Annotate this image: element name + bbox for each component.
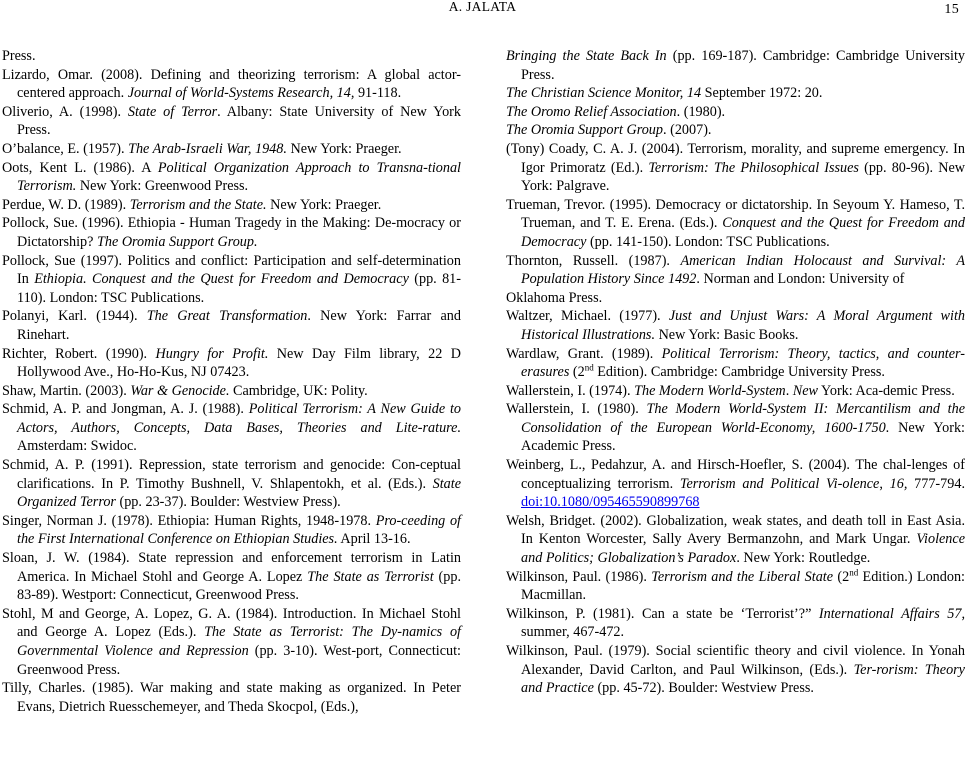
- reference-text: (2: [569, 364, 585, 381]
- reference-entry: [506, 605, 965, 642]
- reference-italic-text: The Oromo Relief Association: [506, 103, 677, 120]
- reference-text: Wallerstein, I. (1980).: [506, 401, 647, 418]
- reference-entry: [506, 456, 965, 512]
- reference-entry: [2, 382, 461, 401]
- reference-text: . Norman and London: University of: [696, 271, 905, 288]
- reference-text: Oklahoma Press.: [506, 289, 603, 306]
- reference-entry: [506, 289, 965, 308]
- reference-text: Waltzer, Michael. (1977).: [506, 308, 669, 325]
- reference-italic-text: The Great Transformation: [146, 308, 308, 325]
- reference-entry: [2, 456, 461, 512]
- reference-text: Pollock, Sue (1997). Politics and conflict: Participation and self-determination In: [2, 252, 461, 288]
- reference-italic-text: Hungry for Profit.: [155, 345, 269, 362]
- reference-entry: [506, 140, 965, 196]
- reference-text: New York: Praeger.: [266, 196, 382, 213]
- reference-text: Sloan, J. W. (1984). State repression and enforcement terrorism in Latin America. In Michael Stohl and George A. Lopez: [2, 550, 461, 585]
- reference-entry: [506, 400, 965, 456]
- reference-text: Stohl, M and George, A. Lopez, G. A. (1984). Introduction. In Michael Stohl and George A. Lopez (Eds.).: [2, 605, 461, 641]
- reference-text: Tilly, Charles. (1985). War making and state making as organized. In Peter Evans, Dietrich Ruesschemeyer, and Theda Skocpol, (Eds.),: [2, 680, 461, 715]
- reference-italic-text: The Christian Science Monitor, 14: [506, 85, 702, 102]
- reference-italic-text: War & Genocide.: [130, 382, 230, 399]
- reference-text: 91-118.: [354, 85, 402, 102]
- doi-link[interactable]: doi:10.1080/095465590899768: [521, 494, 700, 511]
- reference-text: Wilkinson, Paul. (1979). Social scientific theory and civil violence. In Yonah Alexander, David Carlton, and Paul Wilkinson, (Eds.).: [506, 643, 965, 678]
- reference-italic-text: The Modern World-System II: Mercantilism and the Consolidation of the European World-Economy, 1600-1750: [521, 401, 965, 436]
- reference-text: nd: [849, 566, 859, 577]
- reference-entry: [2, 400, 461, 456]
- reference-text: Press.: [2, 48, 36, 64]
- reference-text: Wardlaw, Grant. (1989).: [506, 345, 662, 362]
- reference-text: . New York: Academic Press.: [521, 419, 965, 455]
- reference-text: Pollock, Sue. (1996). Ethiopia - Human Tragedy in the Making: De-mocracy or Dictatorship?: [2, 215, 461, 250]
- reference-text: Singer, Norman J. (1978). Ethiopia: Human Rights, 1948-1978.: [2, 512, 376, 529]
- reference-entry: [506, 307, 965, 344]
- reference-entry: [506, 47, 965, 84]
- reference-text: (pp. 23-37). Boulder: Westview Press).: [115, 494, 341, 511]
- references-right-column: [506, 47, 965, 698]
- reference-text: . (1980).: [676, 103, 726, 120]
- reference-italic-text: Ethiopia. Conquest and the Quest for Freedom and Democracy: [34, 271, 409, 288]
- reference-italic-text: The State as Terrorist: The Dy-namics of Governmental Violence and Repression: [17, 624, 462, 659]
- reference-text: (pp. 81-110). London: TSC Publications.: [17, 271, 462, 306]
- reference-italic-text: Terrorism: The Philosophical Issues: [648, 159, 859, 176]
- running-head: [0, 0, 965, 20]
- reference-entry: [2, 140, 461, 159]
- reference-text: Amsterdam: Swidoc.: [17, 438, 137, 455]
- reference-text: Schmid, A. P. (1991). Repression, state terrorism and genocide: Con-ceptual clarifications. In P. Timothy Bushnell, V. Shlapentokh, et al. (Eds.).: [2, 457, 461, 492]
- reference-entry: [506, 345, 965, 382]
- reference-entry: [506, 568, 965, 605]
- reference-italic-text: State of Terror: [127, 103, 218, 120]
- page-number: 15: [944, 2, 959, 17]
- reference-entry: [2, 307, 461, 344]
- reference-text: . New York: Farrar and Rinehart.: [17, 308, 461, 343]
- reference-entry: [2, 66, 461, 103]
- reference-text: nd: [584, 362, 594, 373]
- reference-text: April 13-16.: [337, 531, 411, 548]
- running-head-author: A. JALATA: [448, 0, 517, 14]
- reference-entry: [2, 252, 461, 308]
- reference-text: Thornton, Russell. (1987).: [506, 252, 681, 269]
- reference-entry: [2, 196, 461, 215]
- reference-italic-text: Terrorism and Political Vi-olence: [679, 475, 880, 492]
- reference-entry: [506, 642, 965, 698]
- reference-text: Cambridge, UK: Polity.: [229, 382, 368, 399]
- reference-text: Edition.) London: Macmillan.: [521, 568, 965, 604]
- reference-entry: [506, 252, 965, 289]
- reference-entry: [506, 84, 965, 103]
- reference-italic-text: The Arab-Israeli War, 1948.: [128, 140, 287, 157]
- reference-italic-text: The State as Terrorist: [307, 568, 434, 585]
- reference-italic-text: Violence and Politics; Globalization’s Paradox: [521, 531, 965, 567]
- reference-text: Perdue, W. D. (1989).: [2, 196, 130, 213]
- reference-text: Polanyi, Karl. (1944).: [2, 308, 147, 325]
- reference-entry: [2, 103, 461, 140]
- reference-entry: [2, 512, 461, 549]
- reference-text: Schmid, A. P. and Jongman, A. J. (1988).: [2, 401, 249, 418]
- reference-entry: [506, 103, 965, 122]
- reference-text: Wilkinson, P. (1981). Can a state be ‘Terrorist’?”: [506, 605, 819, 622]
- reference-italic-text: Bringing the State Back In: [506, 48, 667, 64]
- reference-text: . New York: Routledge.: [736, 550, 871, 567]
- reference-italic-text: Political Organization Approach to Transna-tional Terrorism.: [17, 159, 461, 195]
- reference-text: Weinberg, L., Pedahzur, A. and Hirsch-Hoefler, S. (2004). The chal-lenges of conceptualizing terrorism.: [506, 457, 965, 492]
- reference-text: Shaw, Martin. (2003).: [2, 382, 131, 399]
- reference-text: Welsh, Bridget. (2002). Globalization, weak states, and death toll in East Asia. In Kenton Worcester, Sally Avery Bermanzohn, and Mark Ungar.: [506, 512, 965, 548]
- reference-text: Wallerstein, I. (1974).: [506, 382, 635, 399]
- reference-text: summer, 467-472.: [521, 624, 625, 641]
- reference-italic-text: International Affairs 57,: [818, 605, 965, 622]
- reference-italic-text: Terrorism and the Liberal State: [651, 568, 834, 585]
- reference-entry: [2, 549, 461, 605]
- reference-text: (pp. 3-10). West-port, Connecticut: Greenwood Press.: [17, 643, 461, 678]
- reference-entry: [506, 121, 965, 140]
- reference-italic-text: Conquest and the Quest for Freedom and Democracy: [521, 215, 965, 250]
- reference-text: York: Aca-demic Press.: [818, 382, 955, 399]
- reference-italic-text: Terrorism and the State.: [129, 196, 267, 213]
- reference-entry: [506, 512, 965, 568]
- reference-text: Lizardo, Omar. (2008). Defining and theorizing terrorism: A global actor-centered approach.: [2, 66, 461, 102]
- reference-text: (Tony) Coady, C. A. J. (2004). Terrorism, morality, and supreme emergency. In Igor Primoratz (Ed.).: [506, 140, 965, 176]
- reference-italic-text: Journal of World-Systems Research, 14,: [127, 85, 355, 102]
- reference-text: ,: [879, 475, 890, 492]
- reference-italic-text: American Indian Holocaust and Survival: A Population History Since 1492: [521, 252, 965, 288]
- reference-italic-text: Political Terrorism: A New Guide to Actors, Authors, Concepts, Data Bases, Theories and Lite-rature.: [17, 401, 461, 436]
- reference-text: (pp. 169-187). Cambridge: Cambridge University Press.: [521, 48, 965, 83]
- reference-italic-text: The Modern World-System: [634, 382, 786, 399]
- reference-text: Oliverio, A. (1998).: [2, 103, 128, 120]
- reference-text: New York: Greenwood Press.: [76, 178, 249, 195]
- reference-text: (pp. 141-150). London: TSC Publications.: [586, 233, 830, 250]
- reference-entry: [2, 345, 461, 382]
- reference-italic-text: The Oromia Support Group.: [96, 233, 258, 250]
- reference-text: (pp. 45-72). Boulder: Westview Press.: [593, 680, 814, 697]
- reference-text: Wilkinson, Paul. (1986).: [506, 568, 652, 585]
- reference-entry: [2, 214, 461, 251]
- references-left-column: [2, 47, 461, 716]
- reference-text: .: [785, 382, 793, 399]
- reference-entry: [2, 605, 461, 679]
- reference-text: . Albany: State University of New York Press.: [17, 103, 461, 139]
- reference-text: New Day Film library, 22 D Hollywood Ave., Ho-Ho-Kus, NJ 07423.: [17, 345, 461, 381]
- reference-text: O’balance, E. (1957).: [2, 140, 129, 157]
- reference-text: . (2007).: [663, 122, 712, 139]
- reference-text: (pp. 83-89). Westport: Connecticut, Greenwood Press.: [17, 568, 461, 604]
- reference-italic-text: Political Terrorism: Theory, tactics, and counter-erasures: [521, 345, 965, 381]
- reference-text: Oots, Kent L. (1986). A: [2, 159, 158, 176]
- reference-text: New York: Basic Books.: [655, 326, 799, 343]
- reference-text: New York: Praeger.: [286, 140, 402, 157]
- reference-italic-text: Just and Unjust Wars: A Moral Argument with Historical Illustrations.: [521, 308, 965, 343]
- reference-entry: [506, 382, 965, 401]
- reference-text: September 1972: 20.: [701, 85, 823, 102]
- reference-entry: [2, 679, 461, 716]
- reference-text: Edition). Cambridge: Cambridge University Press.: [593, 364, 885, 381]
- reference-italic-text: Ter-rorism: Theory and Practice: [521, 661, 965, 697]
- reference-italic-text: Pro-ceeding of the First International Conference on Ethiopian Studies.: [17, 512, 461, 548]
- reference-text: 777-794.: [907, 475, 965, 492]
- reference-entry: [2, 159, 461, 196]
- reference-italic-text: The Oromia Support Group: [506, 122, 663, 139]
- reference-entry: [506, 196, 965, 252]
- reference-italic-text: State Organized Terror: [17, 475, 461, 511]
- reference-entry: [2, 47, 461, 66]
- reference-text: (2: [833, 568, 850, 585]
- reference-text: Trueman, Trevor. (1995). Democracy or dictatorship. In Seyoum Y. Hameso, T. Trueman, and T. E. Erena. (Eds.).: [506, 196, 965, 232]
- reference-italic-text: 16,: [889, 475, 908, 492]
- reference-italic-text: New: [792, 382, 819, 399]
- reference-text: (pp. 80-96). New York: Palgrave.: [521, 159, 965, 195]
- reference-text: Richter, Robert. (1990).: [2, 345, 156, 362]
